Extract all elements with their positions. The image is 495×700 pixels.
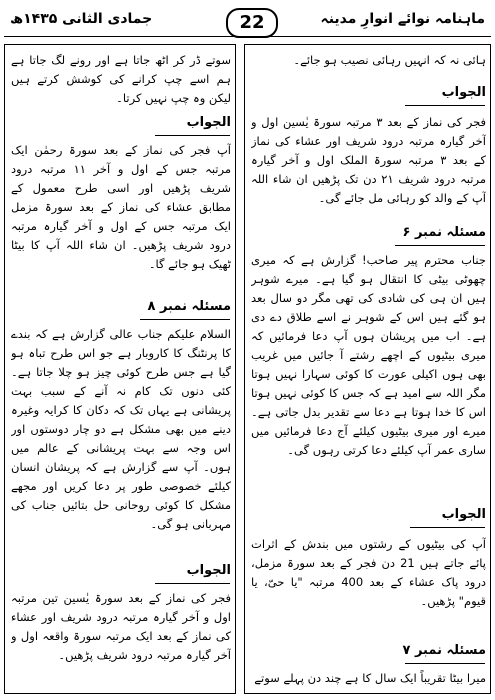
- section-heading-answer: الجواب: [441, 507, 486, 522]
- heading-underline: [405, 663, 485, 664]
- magazine-title: ماہنامہ نوائے انوارِ مدینہ: [320, 11, 485, 27]
- section-heading-question: مسئلہ نمبر ۷: [402, 643, 486, 658]
- paragraph: سوتے ڈر کر اٹھ جاتا ہے اور رونے لگ جاتا ہے ہم اسے چپ کرانے کی کوشش کرتے ہیں لیکن وہ چپ نہیں کرتا۔: [11, 53, 231, 105]
- paragraph: فجر کی نماز کے بعد ۳ مرتبہ سورۃ یٰسین اول و آخر گیارہ مرتبہ درود شریف اور عشاء کی نماز کے بعد ۳ مرتبہ سورۃ الملک اول و آخر گیارہ مرتبہ درود شریف ۲۱ دن تک پڑھیں ان شاء اللہ آپ کے والد کو رہائی مل جائے گی۔: [251, 115, 486, 205]
- heading-underline: [410, 527, 485, 528]
- section-heading-question: مسئلہ نمبر ۶: [402, 225, 486, 240]
- heading-underline: [155, 583, 230, 584]
- paragraph: فجر کی نماز کے بعد سورۃ یٰسین تین مرتبہ اول و آخر گیارہ مرتبہ درود شریف اور عشاء کی نماز کے بعد ایک مرتبہ سورۃ واقعہ اول و آخر گیارہ مرتبہ درود شریف پڑھیں۔: [11, 591, 231, 662]
- heading-underline: [405, 105, 485, 106]
- heading-underline: [140, 319, 230, 320]
- page-header: [4, 4, 491, 38]
- heading-underline: [395, 245, 485, 246]
- paragraph: آپ فجر کی نماز کے بعد سورۃ رحمٰن ایک مرتبہ جس کے اول و آخر ۱۱ مرتبہ درود شریف پڑھیں اور اسی طرح معمول کے مطابق عشاء کی نماز کے بعد سورۃ مزمل ایک مرتبہ جس کے اول و آخر گیارہ مرتبہ درود شریف پڑھیں۔ ان شاء اللہ آپ کا بیٹا ٹھیک ہو جائے گا۔: [11, 143, 231, 271]
- left-column: [4, 44, 236, 694]
- section-heading-question: مسئلہ نمبر ۸: [147, 299, 231, 314]
- page-number: 22: [226, 8, 278, 38]
- paragraph: ہائی نہ کہ انہیں رہائی نصیب ہو جائے۔: [293, 53, 486, 67]
- right-column: [244, 44, 491, 694]
- section-heading-answer: الجواب: [186, 115, 231, 130]
- section-heading-answer: الجواب: [441, 85, 486, 100]
- paragraph: آپ کی بیٹیوں کے رشتوں میں بندش کے اثرات پائے جاتے ہیں 21 دن فجر کے بعد سورۃ مزمل، درود پاک عشاء کے بعد 400 مرتبہ "یا حیّ، یا قیوم" پڑھیں۔: [251, 537, 486, 608]
- issue-date: جمادی الثانی ۱۴۳۵ھ: [10, 11, 153, 27]
- paragraph: السلام علیکم جناب عالی گزارش ہے کہ بندے کا پرنٹنگ کا کاروبار ہے جو اس طرح تباہ ہو گیا ہے جس طرح کوئی چیز ہو چلا جاتا ہے۔ کئی دنوں تک کام نہ آنے کے سبب بہت پریشانی ہے یہاں تک کہ دکان کا کرایہ وغیرہ دینے میں بھی مشکل ہے دو چار دوستوں اور اس وجہ سے بہت پریشانی کے عالم میں ہوں۔ آپ سے گزارش ہے کہ پریشان انسان کیلئے خصوصی طور پر دعا کریں اور مجھے مشکل کا کوئی روحانی حل بتائیں جناب کی مہربانی ہو گی۔: [11, 327, 231, 531]
- paragraph: میرا بیٹا تقریباً ایک سال کا ہے چند دن پہلے سوتے: [254, 671, 486, 685]
- paragraph: جناب محترم پیر صاحب! گزارش ہے کہ میری چھوٹی بیٹی کا انتقال ہو گیا ہے۔ میرے شوہر ہیں ان ہی کی شادی کی تھی مگر دو سال بعد ہو گئے ہیں اس کے شوہر نے اسے طلاق دے دی ہے۔ اب میں پریشان ہوں آپ دعا فرمائیں کہ میری بیٹیوں کے اچھے رشتے آ جائیں میں غریب بھی ہوں اکیلی عورت کا کوئی سہارا نہیں ہوتا مگر اللہ سے امید ہے کہ جس کا کوئی نہیں ہوتا اس کا خدا ہوتا ہے دعا سے تقدیر بدل جاتی ہے۔ میرے اور میری بیٹیوں کیلئے آج دعا فرمائیں میں ساری عمر آپ کیلئے دعا کرتی رہوں گی۔: [251, 253, 486, 457]
- header-divider: [4, 36, 491, 37]
- section-heading-answer: الجواب: [186, 563, 231, 578]
- heading-underline: [155, 135, 230, 136]
